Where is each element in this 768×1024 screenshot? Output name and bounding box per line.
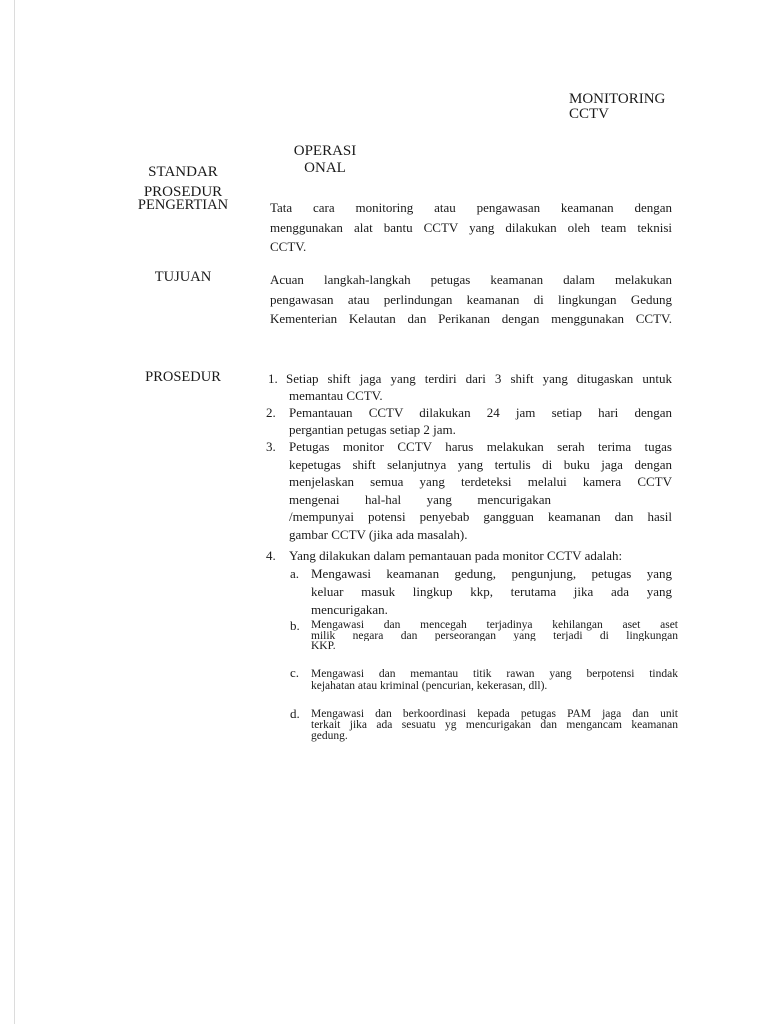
operasional-line: OPERASI (293, 143, 357, 159)
item-line: gambar CCTV (jika ada masalah). (289, 526, 468, 542)
operasional-line: ONAL (304, 160, 346, 176)
pengertian-line: CCTV. (270, 239, 307, 254)
sub-item-a (311, 565, 672, 619)
operasional-heading (290, 143, 360, 177)
item-line: /mempunyai potensi penyebab gangguan keamanan dan hasil (289, 509, 672, 524)
item-line: pergantian petugas setiap 2 jam. (289, 422, 456, 437)
standar-line: STANDAR (148, 164, 218, 180)
sub-item-d (311, 708, 678, 741)
item-number: 4. (266, 548, 276, 563)
pengertian-text (270, 198, 672, 257)
item-line: menjelaskan semua yang terdeteksi melalui kamera CCTV (289, 474, 672, 489)
title-line: MONITORING (569, 91, 666, 107)
tujuan-label: TUJUAN (154, 269, 212, 285)
sub-item-letter: a. (290, 566, 300, 581)
item-line: kepetugas shift selanjutnya yang tertulis di buku jaga dengan (289, 456, 672, 472)
page-left-edge (14, 0, 15, 1024)
tujuan-line: Acuan langkah-langkah petugas keamanan dalam melakukan (270, 272, 672, 287)
sub-item-line: mencurigakan. (311, 602, 388, 617)
sub-item-line: milik negara dan perseorangan yang terjadi di lingkungan (311, 630, 678, 641)
standar-line: PROSEDUR (143, 184, 223, 200)
sub-item-line: keluar masuk lingkup kkp, terutama jika ada yang (311, 584, 672, 599)
tujuan-line: Kementerian Kelautan dan Perikanan dengan menggunakan CCTV. (270, 311, 672, 326)
document-title (569, 92, 665, 122)
sub-item-letter: b. (290, 618, 300, 633)
tujuan-text (270, 270, 672, 329)
sub-item-c (311, 667, 678, 692)
item-line: Pemantauan CCTV dilakukan 24 jam setiap hari dengan (289, 405, 672, 420)
sub-item-b (311, 620, 678, 652)
item-line: Petugas monitor CCTV harus melakukan serah terima tugas (289, 439, 672, 454)
sub-item-line: Mengawasi dan mencegah terjadinya kehilangan aset aset (311, 620, 678, 631)
title-line: CCTV (569, 106, 610, 122)
sub-item-line: kejahatan atau kriminal (pencurian, kekerasan, dll). (311, 680, 548, 692)
standar-prosedur-heading (133, 162, 233, 202)
sub-item-letter: c. (290, 665, 300, 680)
sub-item-line: Mengawasi keamanan gedung, pengunjung, petugas yang (311, 566, 672, 581)
tujuan-line: pengawasan atau perlindungan keamanan di lingkungan Gedung (270, 291, 672, 307)
pengertian-line: Tata cara monitoring atau pengawasan keamanan dengan (270, 200, 672, 215)
procedure-item-2 (289, 404, 672, 438)
item-number: 3. (266, 439, 276, 454)
procedure-item-4: Yang dilakukan dalam pemantauan pada monitor CCTV adalah: (289, 548, 623, 563)
sub-item-line: Mengawasi dan memantau titik rawan yang berpotensi tindak (311, 668, 678, 680)
sub-item-line: gedung. (311, 729, 348, 742)
item-line: Setiap shift jaga yang terdiri dari 3 shift yang ditugaskan untuk (286, 371, 672, 386)
item-line: mengenai hal-hal yang mencurigakan (289, 491, 551, 507)
item-number: 1. (268, 371, 278, 386)
sub-item-line: KKP. (311, 640, 336, 652)
item-number: 2. (266, 405, 276, 420)
procedure-item-1 (286, 370, 672, 404)
pengertian-line: menggunakan alat bantu CCTV yang dilakukan oleh team teknisi (270, 219, 672, 235)
sub-item-line: terkait jika ada sesuatu yg mencurigakan dan mengancam keamanan (311, 720, 678, 731)
item-line: memantau CCTV. (289, 388, 383, 403)
pengertian-label: PENGERTIAN (137, 197, 229, 213)
procedure-item-3 (289, 438, 672, 543)
sub-item-line: Mengawasi dan berkoordinasi kepada petugas PAM jaga dan unit (311, 708, 678, 720)
prosedur-label: PROSEDUR (145, 369, 221, 385)
sub-item-letter: d. (290, 706, 300, 721)
